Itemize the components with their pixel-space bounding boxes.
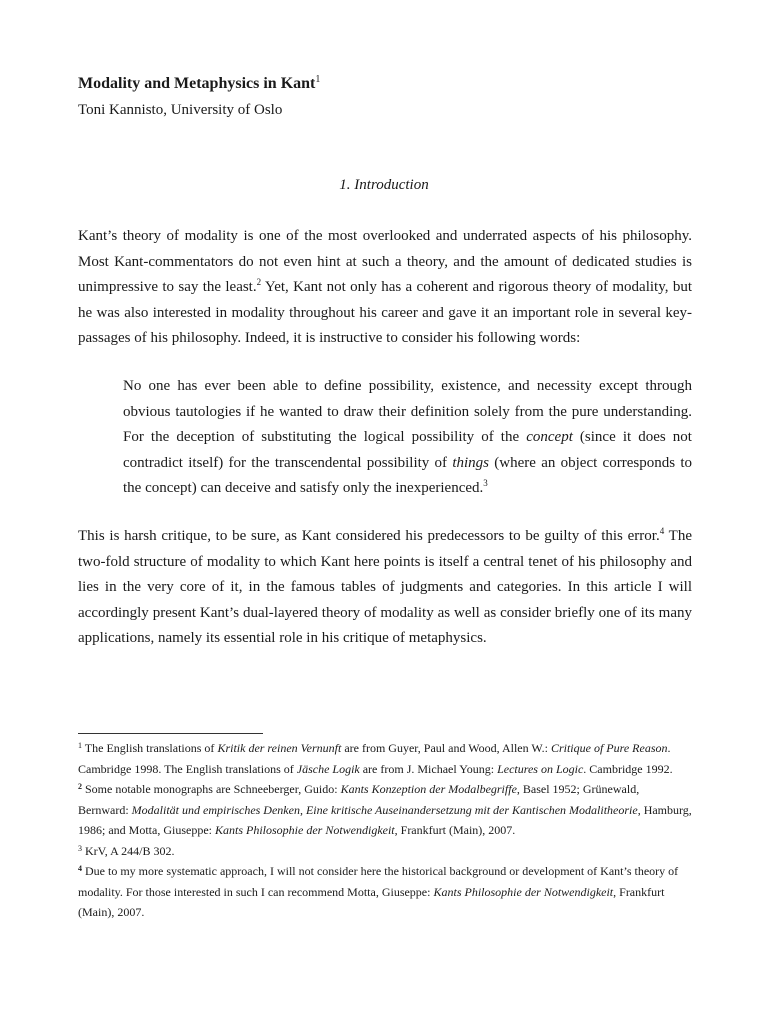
footnote-1-title-lectures: Lectures on Logic — [497, 761, 584, 776]
footnotes — [78, 738, 692, 923]
footnote-1-text: are from J. Michael Young: — [359, 761, 498, 776]
footnote-1-text: . Cambridge 1992. — [583, 761, 673, 776]
author-line: Toni Kannisto, University of Oslo — [78, 102, 283, 118]
footnote-4 — [78, 861, 692, 923]
footnote-1-title-critique: Critique of Pure Reason — [550, 741, 668, 755]
body-paragraph-2 — [78, 524, 692, 652]
footnote-1-mark: 1 — [78, 741, 82, 750]
footnote-3 — [78, 841, 692, 862]
footnote-2-title-notwendigkeit: Kants Philosophie der Notwendigkeit — [214, 823, 395, 837]
footnote-1-text: The English translations of — [82, 741, 218, 755]
block-quote — [123, 374, 692, 502]
footnote-2 — [78, 779, 692, 841]
para1-text-a: Kant’s theory of modality is one of the most overlooked and underrated aspects of his philosophy. Most Kant-commentators do not even hint at such a theory, and the amount of dedicated studies is unimpressive to say the least. — [78, 228, 692, 296]
footnote-1 — [78, 738, 692, 779]
para2-text-a: This is harsh critique, to be sure, as Kant considered his predecessors to be guilty of this error. — [78, 528, 660, 544]
footnote-3-text: KrV, A 244/B 302. — [82, 843, 175, 858]
quote-text-c: (where an object corresponds to the concept) can deceive and satisfy only the inexperienced. — [123, 454, 692, 497]
title-footnote-marker[interactable]: 1 — [315, 74, 321, 85]
quote-emphasis-concept: concept — [526, 429, 573, 446]
footnote-marker-3[interactable]: 3 — [483, 478, 488, 489]
footnote-1-text: are from Guyer, Paul and Wood, Allen W.: — [341, 741, 551, 755]
para1-text-b: Yet, Kant not only has a coherent and rigorous theory of modality, but he was also interested in modality throughout his career and gave it an important role in several key-passages of his philosophy. Indeed, it is instructive to consider his following words: — [78, 279, 692, 347]
footnote-1-text: . Cambridge 1998. The English translations of — [78, 741, 671, 776]
footnote-4-text: Due to my more systematic approach, I will not consider here the historical background or development of Kant’s theory of modality. For those interested in such I can recommend Motta, Giuseppe: — [78, 864, 679, 899]
footnote-2-text: , Frankfurt (Main), 2007. — [394, 823, 516, 837]
footnote-3-mark: 3 — [78, 843, 82, 853]
body-paragraph-1 — [78, 224, 692, 352]
footnote-separator — [78, 733, 263, 734]
footnote-2-text: Some notable monographs are Schneeberger, Guido: — [82, 782, 341, 796]
footnote-2-text: , Hamburg, 1986; and Motta, Giuseppe: — [78, 802, 692, 837]
quote-text-a: No one has ever been able to define possibility, existence, and necessity except through obvious tautologies if he wanted to draw their definition solely from the pure understanding. For the deception of substituting the logical possibility of the — [123, 378, 692, 446]
para2-text-b: The two-fold structure of modality to which Kant here points is itself a central tenet of his philosophy and lies in the very core of it, in the famous tables of judgments and categories. In this article I will accordingly present Kant’s dual-layered theory of modality as well as consider briefly one of its many applications, namely its essential role in his critique of metaphysics. — [78, 528, 692, 647]
footnote-1-title-jasche: Jäsche Logik — [296, 761, 360, 776]
footnote-2-text: , Basel 1952; Grünewald, Bernward: — [78, 782, 640, 817]
footnote-2-title-modalitat: Modalität und empirisches Denken, Eine kritische Auseinandersetzung mit der Kantischen Modalitheorie — [131, 802, 638, 817]
page-title — [78, 70, 320, 94]
footnote-marker-4[interactable]: 4 — [659, 526, 665, 536]
title-text: Modality and Metaphysics in Kant — [78, 75, 316, 92]
quote-emphasis-things: things — [452, 454, 490, 471]
section-heading: 1. Introduction — [339, 177, 429, 193]
footnote-2-title-konzeption: Kants Konzeption der Modalbegriffe — [340, 782, 517, 796]
footnote-4-text: , Frankfurt (Main), 2007. — [78, 884, 665, 919]
quote-text-b: (since it does not contradict itself) for the transcendental possibility of — [123, 429, 692, 471]
footnote-4-title-notwendigkeit: Kants Philosophie der Notwendigkeit — [433, 884, 614, 899]
footnote-marker-2[interactable]: 2 — [256, 277, 262, 288]
footnote-4-mark: 4 — [78, 864, 82, 873]
footnote-1-title-kritik: Kritik der reinen Vernunft — [217, 741, 342, 755]
footnote-2-mark: 2 — [78, 782, 82, 791]
